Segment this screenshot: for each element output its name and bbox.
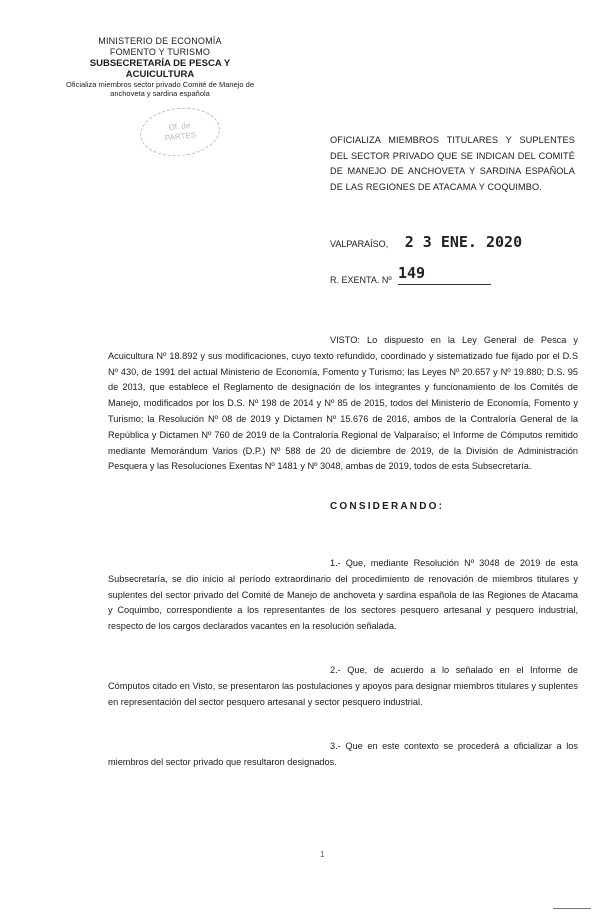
visto-paragraph: VISTO: Lo dispuesto en la Ley General de Pesca y Acuicultura Nº 18.892 y sus modificaciones, cuyo texto refundido, coordinado y sistematizado fue fijado por el D.S Nº 430, de 1991 del actual Ministerio de Economía, Fomento y Turismo; las Leyes Nº 20.657 y Nº 19.880; D.S. 95 de 2013, que establece el Reglamento de designación de los integrantes y funcionamiento de los Comités de Manejo, modificados por los D.S. Nº 198 de 2014 y Nº 85 de 2015, todos del Ministerio de Economía, Fomento y Turismo; la Resolución Nº 08 de 2019 y Dictamen Nº 15.676 de 2016, ambos de la Contraloría General de la República y Dictamen Nº 760 de 2019 de la Contraloría Regional de Valparaíso; el Informe de Cómputos remitido mediante Memorándum Varios (D.P.) Nº 588 de 20 de diciembre de 2019, de la División de Administración Pesquera y las Resoluciones Exentas Nº 1481 y Nº 3048, ambas de 2019, todos de esta Subsecretaría.: [108, 335, 578, 472]
corner-mark: [553, 908, 591, 909]
handwritten-date: 2 3 ENE. 2020: [404, 233, 523, 251]
exenta-number-line: [398, 284, 491, 285]
office-stamp: [138, 104, 223, 160]
date-line: [330, 233, 522, 251]
summary-line-2: anchoveta y sardina española: [110, 89, 210, 98]
ministry-name: MINISTERIO DE ECONOMÍA: [98, 36, 222, 46]
ministry-subtitle: FOMENTO Y TURISMO: [109, 47, 211, 57]
page-number: 1: [320, 850, 325, 859]
resolution-title: OFICIALIZA MIEMBROS TITULARES Y SUPLENTES DEL SECTOR PRIVADO QUE SE INDICAN DEL COMITÉ DE MANEJO DE ANCHOVETA Y SARDINA ESPAÑOLA DE LAS REGIONES DE ATACAMA Y COQUIMBO.: [330, 135, 575, 192]
summary-line-1: Oficializa miembros sector privado Comité de Manejo de: [66, 80, 254, 89]
considerando-item-1: 1.- Que, mediante Resolución Nº 3048 de 2019 de esta Subsecretaría, se dio inicio al período extraordinario del procedimiento de renovación de miembros titulares y suplentes del sector privado del Comité de Manejo de anchoveta y sardina española de las Regiones de Atacama y Coquimbo, correspondiente a los representantes de los sectores pesquero artesanal y pesquero industrial, respecto de los cargos declarados vacantes en la resolución señalada.: [108, 558, 578, 632]
considerando-item-3: 3.- Que en este contexto se procederá a oficializar a los miembros del sector privado que resultaron designados.: [108, 741, 578, 767]
exenta-label: R. EXENTA. Nº: [330, 275, 392, 285]
exenta-number: 149: [398, 264, 426, 282]
considerando-item-2: 2.- Que, de acuerdo a lo señalado en el Informe de Cómputos citado en Visto, se presentaron las postulaciones y apoyos para designar miembros titulares y suplentes en representación del sector pesquero artesanal y sector pesquero industrial.: [108, 665, 578, 707]
stamp-line-1: Of. de: [168, 120, 191, 133]
letterhead: [60, 36, 260, 98]
subsecretaria-name: SUBSECRETARÍA DE PESCA Y ACUICULTURA: [89, 58, 231, 80]
place-label: VALPARAÍSO,: [330, 239, 389, 249]
stamp-line-2: PARTES: [164, 130, 197, 143]
considerando-heading: CONSIDERANDO:: [330, 501, 445, 512]
